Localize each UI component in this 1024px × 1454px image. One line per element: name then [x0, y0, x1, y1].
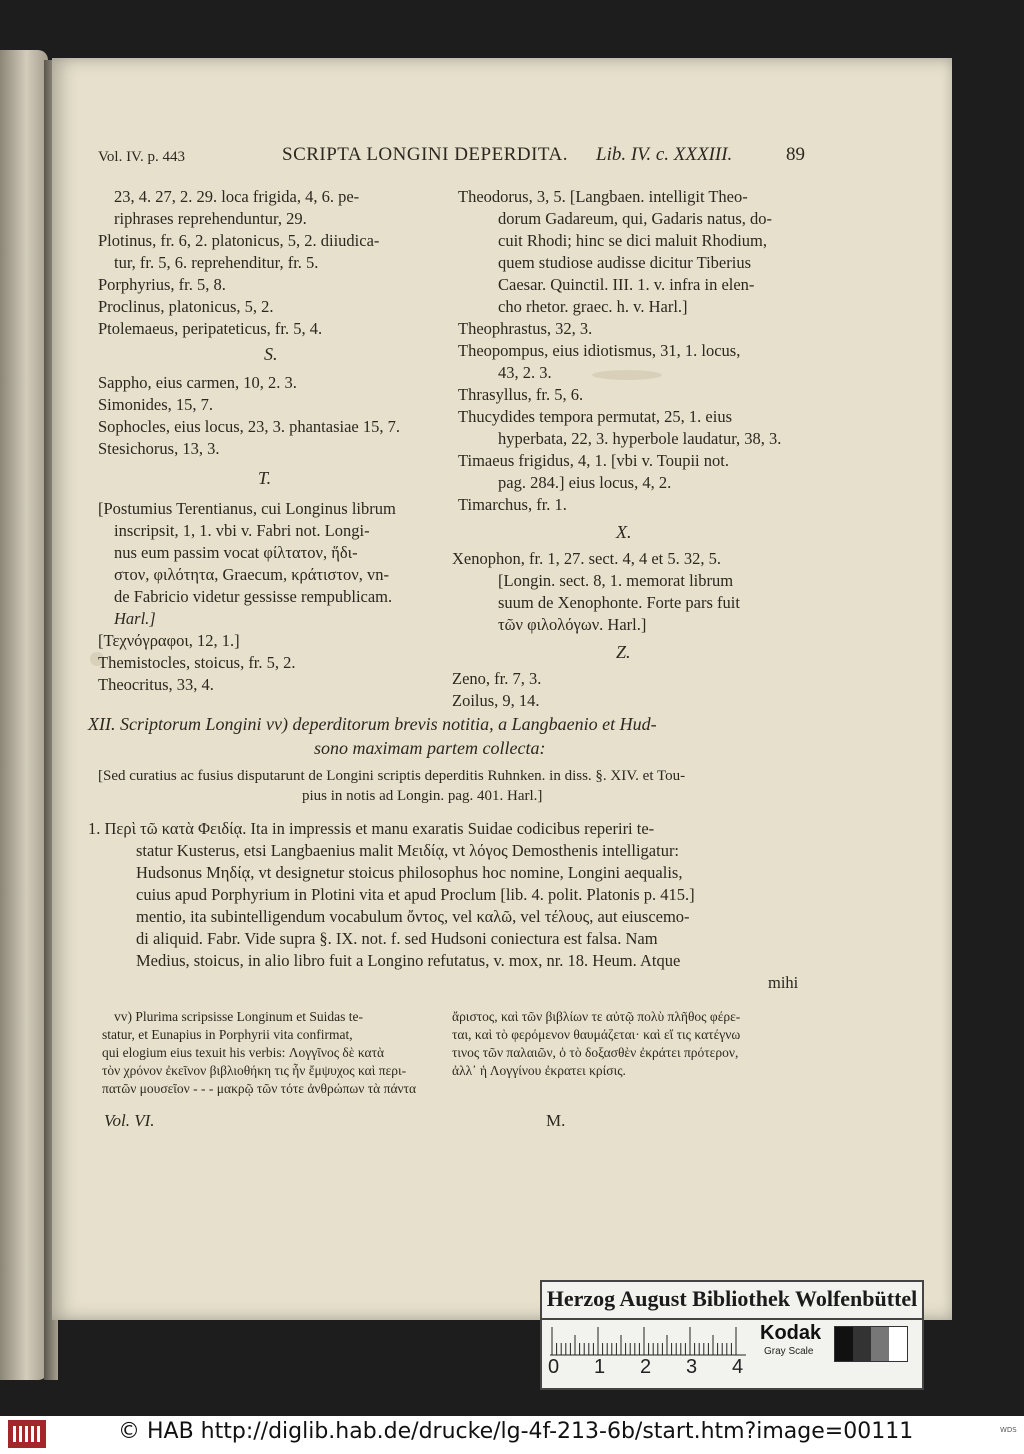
index-line: hyperbata, 22, 3. hyperbole laudatur, 38, 3.: [498, 429, 782, 448]
index-line: Sappho, eius carmen, 10, 2. 3.: [98, 373, 297, 392]
index-line: Themistocles, stoicus, fr. 5, 2.: [98, 653, 296, 672]
index-line: Xenophon, fr. 1, 27. sect. 4, 4 et 5. 32, 5.: [452, 549, 722, 568]
library-name: Herzog August Bibliothek Wolfenbüttel: [546, 1286, 918, 1311]
footnote-line: statur, et Eunapius in Porphyrii vita confirmat,: [102, 1027, 353, 1042]
index-line: στον, φιλότητα, Graecum, κράτιστον, vn-: [114, 565, 389, 584]
index-line: τῶν φιλολόγων. Harl.]: [498, 615, 647, 634]
gray-swatch: [889, 1327, 907, 1361]
copyright-url[interactable]: © HAB http://diglib.hab.de/drucke/lg-4f-213-6b/start.htm?image=00111: [118, 1419, 914, 1444]
index-line: dorum Gadareum, qui, Gadaris natus, do-: [498, 209, 773, 228]
header-volume-ref: Vol. IV. p. 443: [98, 149, 185, 165]
ruler-number: 1: [594, 1356, 606, 1378]
ruler-number: 2: [640, 1356, 652, 1378]
paragraph-line: Medius, stoicus, in alio libro fuit a Longino refutatus, v. mox, nr. 18. Heum. Atque: [136, 951, 681, 970]
paragraph-line: 1. Περὶ τῶ κατὰ Φειδίᾳ. Ita in impressis et manu exaratis Suidae codicibus reperiri te-: [88, 819, 655, 838]
index-line: inscripsit, 1, 1. vbi v. Fabri not. Longi-: [114, 521, 370, 540]
index-letter-heading: S.: [264, 344, 278, 364]
index-line: Harl.]: [114, 609, 156, 628]
gray-swatch: [853, 1327, 871, 1361]
index-line: de Fabricio videtur gessisse rempublicam.: [114, 587, 393, 606]
ruler-numbers: [548, 1356, 758, 1382]
paper-stain: [592, 370, 662, 380]
index-line: Zeno, fr. 7, 3.: [452, 669, 542, 688]
ruler-number: 0: [548, 1356, 560, 1378]
header-title: SCRIPTA LONGINI DEPERDITA.: [282, 144, 568, 165]
volume-signature: Vol. VI.: [104, 1111, 155, 1130]
index-line: Theophrastus, 32, 3.: [458, 319, 593, 338]
header-page-number: 89: [786, 144, 805, 165]
library-scale-card: [540, 1280, 924, 1390]
index-line: Theocritus, 33, 4.: [98, 675, 214, 694]
index-line: 23, 4. 27, 2. 29. loca frigida, 4, 6. pe-: [114, 187, 360, 206]
ruler-number: 3: [686, 1356, 698, 1378]
index-line: pag. 284.] eius locus, 4, 2.: [498, 473, 672, 492]
paragraph-line: mentio, ita subintelligendum vocabulum ὄντος, vel καλῶ, vel τέλους, aut eiuscemo-: [136, 907, 690, 926]
gray-swatch: [871, 1327, 889, 1361]
paragraph-line: cuius apud Porphyrium in Plotini vita et apud Proclum [lib. 4. polit. Platonis p. 415.]: [136, 885, 695, 904]
index-line: Timaeus frigidus, 4, 1. [vbi v. Toupii not.: [458, 451, 729, 470]
index-letter-heading: Z.: [616, 642, 631, 662]
index-line: Thrasyllus, fr. 5, 6.: [458, 385, 584, 404]
index-line: Simonides, 15, 7.: [98, 395, 214, 414]
section-heading: XII. Scriptorum Longini vv) deperditorum brevis notitia, a Langbaenio et Hud-: [88, 714, 657, 734]
paragraph-catchword: mihi: [768, 973, 799, 992]
index-line: suum de Xenophonte. Forte pars fuit: [498, 593, 740, 612]
editorial-note: [Sed curatius ac fusius disputarunt de Longini scriptis deperditis Ruhnken. in diss. §. XIV. et Tou-: [98, 768, 686, 784]
index-line: cuit Rhodi; hinc se dici maluit Rhodium,: [498, 231, 768, 250]
footnote-line: πατῶν μουσεῖον - - - μακρῷ τῶν τότε ἀνθρώπων τὰ πάντα: [102, 1081, 417, 1096]
index-line: Proclinus, platonicus, 5, 2.: [98, 297, 274, 316]
hab-logo-icon: [8, 1420, 46, 1448]
paragraph-line: di aliquid. Fabr. Vide supra §. IX. not. f. sed Hudsoni coniectura est falsa. Nam: [136, 929, 658, 948]
footnote-line: ται, καὶ τὸ φερόμενον θαυμάζεται· καὶ εἴ τις κατέγνω: [452, 1027, 741, 1042]
corner-mark: WDS: [1000, 1426, 1017, 1434]
index-line: Zoilus, 9, 14.: [452, 691, 540, 710]
editorial-note: pius in notis ad Longin. pag. 401. Harl.]: [302, 788, 543, 804]
index-line: [Longin. sect. 8, 1. memorat librum: [498, 571, 734, 590]
footnote-line: ἀλλ᾽ ἡ Λογγίνου ἐκρατει κρίσις.: [452, 1063, 626, 1078]
index-line: Ptolemaeus, peripateticus, fr. 5, 4.: [98, 319, 323, 338]
footnote-line: τὸν χρόνον ἐκεῖνον βιβλιοθήκη τις ἦν ἔμψυχος καὶ περι-: [102, 1063, 407, 1078]
footnote-line: qui elogium eius texuit his verbis: Λογγῖνος δὲ κατὰ: [102, 1045, 385, 1060]
paragraph-line: statur Kusterus, etsi Langbaenius malit Μειδίᾳ, vt λόγος Demosthenis intelligatur:: [136, 841, 680, 860]
gray-scale-label: Gray Scale: [764, 1346, 814, 1357]
index-line: 43, 2. 3.: [498, 363, 552, 382]
gathering-signature: M.: [546, 1111, 566, 1130]
kodak-logo: Kodak: [760, 1322, 822, 1344]
ruler-number: 4: [732, 1356, 744, 1378]
index-line: quem studiose audisse dicitur Tiberius: [498, 253, 751, 272]
index-letter-heading: T.: [258, 468, 272, 488]
footnote-line: vv) Plurima scripsisse Longinum et Suidas te-: [114, 1009, 363, 1024]
index-line: tur, fr. 5, 6. reprehenditur, fr. 5.: [114, 253, 319, 272]
book-page: [52, 58, 952, 1320]
index-line: Thucydides tempora permutat, 25, 1. eius: [458, 407, 733, 426]
gray-swatch: [835, 1327, 853, 1361]
left-page-edge: [0, 50, 48, 1380]
index-line: riphrases reprehenduntur, 29.: [114, 209, 307, 228]
index-line: Theopompus, eius idiotismus, 31, 1. locus,: [458, 341, 741, 360]
index-line: Sophocles, eius locus, 23, 3. phantasiae 15, 7.: [98, 417, 400, 436]
card-divider: [542, 1318, 922, 1320]
gray-scale-swatches: [834, 1326, 908, 1362]
index-letter-heading: X.: [616, 522, 632, 542]
footnote-line: ἄριστος, καὶ τῶν βιβλίων τε αὐτῷ πολὺ πλῆθος φέρε-: [452, 1009, 741, 1024]
index-line: [Postumius Terentianus, cui Longinus librum: [98, 499, 396, 518]
index-line: Caesar. Quinctil. III. 1. v. infra in elen-: [498, 275, 755, 294]
index-line: Theodorus, 3, 5. [Langbaen. intelligit Theo-: [458, 187, 748, 206]
paragraph-line: Hudsonus Μηδίᾳ, vt designetur stoicus philosophus hoc nomine, Longini aequalis,: [136, 863, 683, 882]
index-line: Stesichorus, 13, 3.: [98, 439, 220, 458]
footnote-line: τινος τῶν παλαιῶν, ὁ τὸ δοξασθὲν ἐκράτει πρότερον,: [452, 1045, 739, 1060]
index-line: Timarchus, fr. 1.: [458, 495, 567, 514]
index-line: Porphyrius, fr. 5, 8.: [98, 275, 226, 294]
section-heading-continuation: sono maximam partem collecta:: [314, 738, 546, 758]
index-line: Plotinus, fr. 6, 2. platonicus, 5, 2. diiudica-: [98, 231, 380, 250]
ruler-ticks: [550, 1326, 746, 1356]
index-line: nus eum passim vocat φίλτατον, ἥδι-: [114, 543, 358, 562]
index-line: [Τεχνόγραφοι, 12, 1.]: [98, 631, 240, 650]
index-line: cho rhetor. graec. h. v. Harl.]: [498, 297, 688, 316]
header-section: Lib. IV. c. XXXIII.: [596, 144, 733, 165]
